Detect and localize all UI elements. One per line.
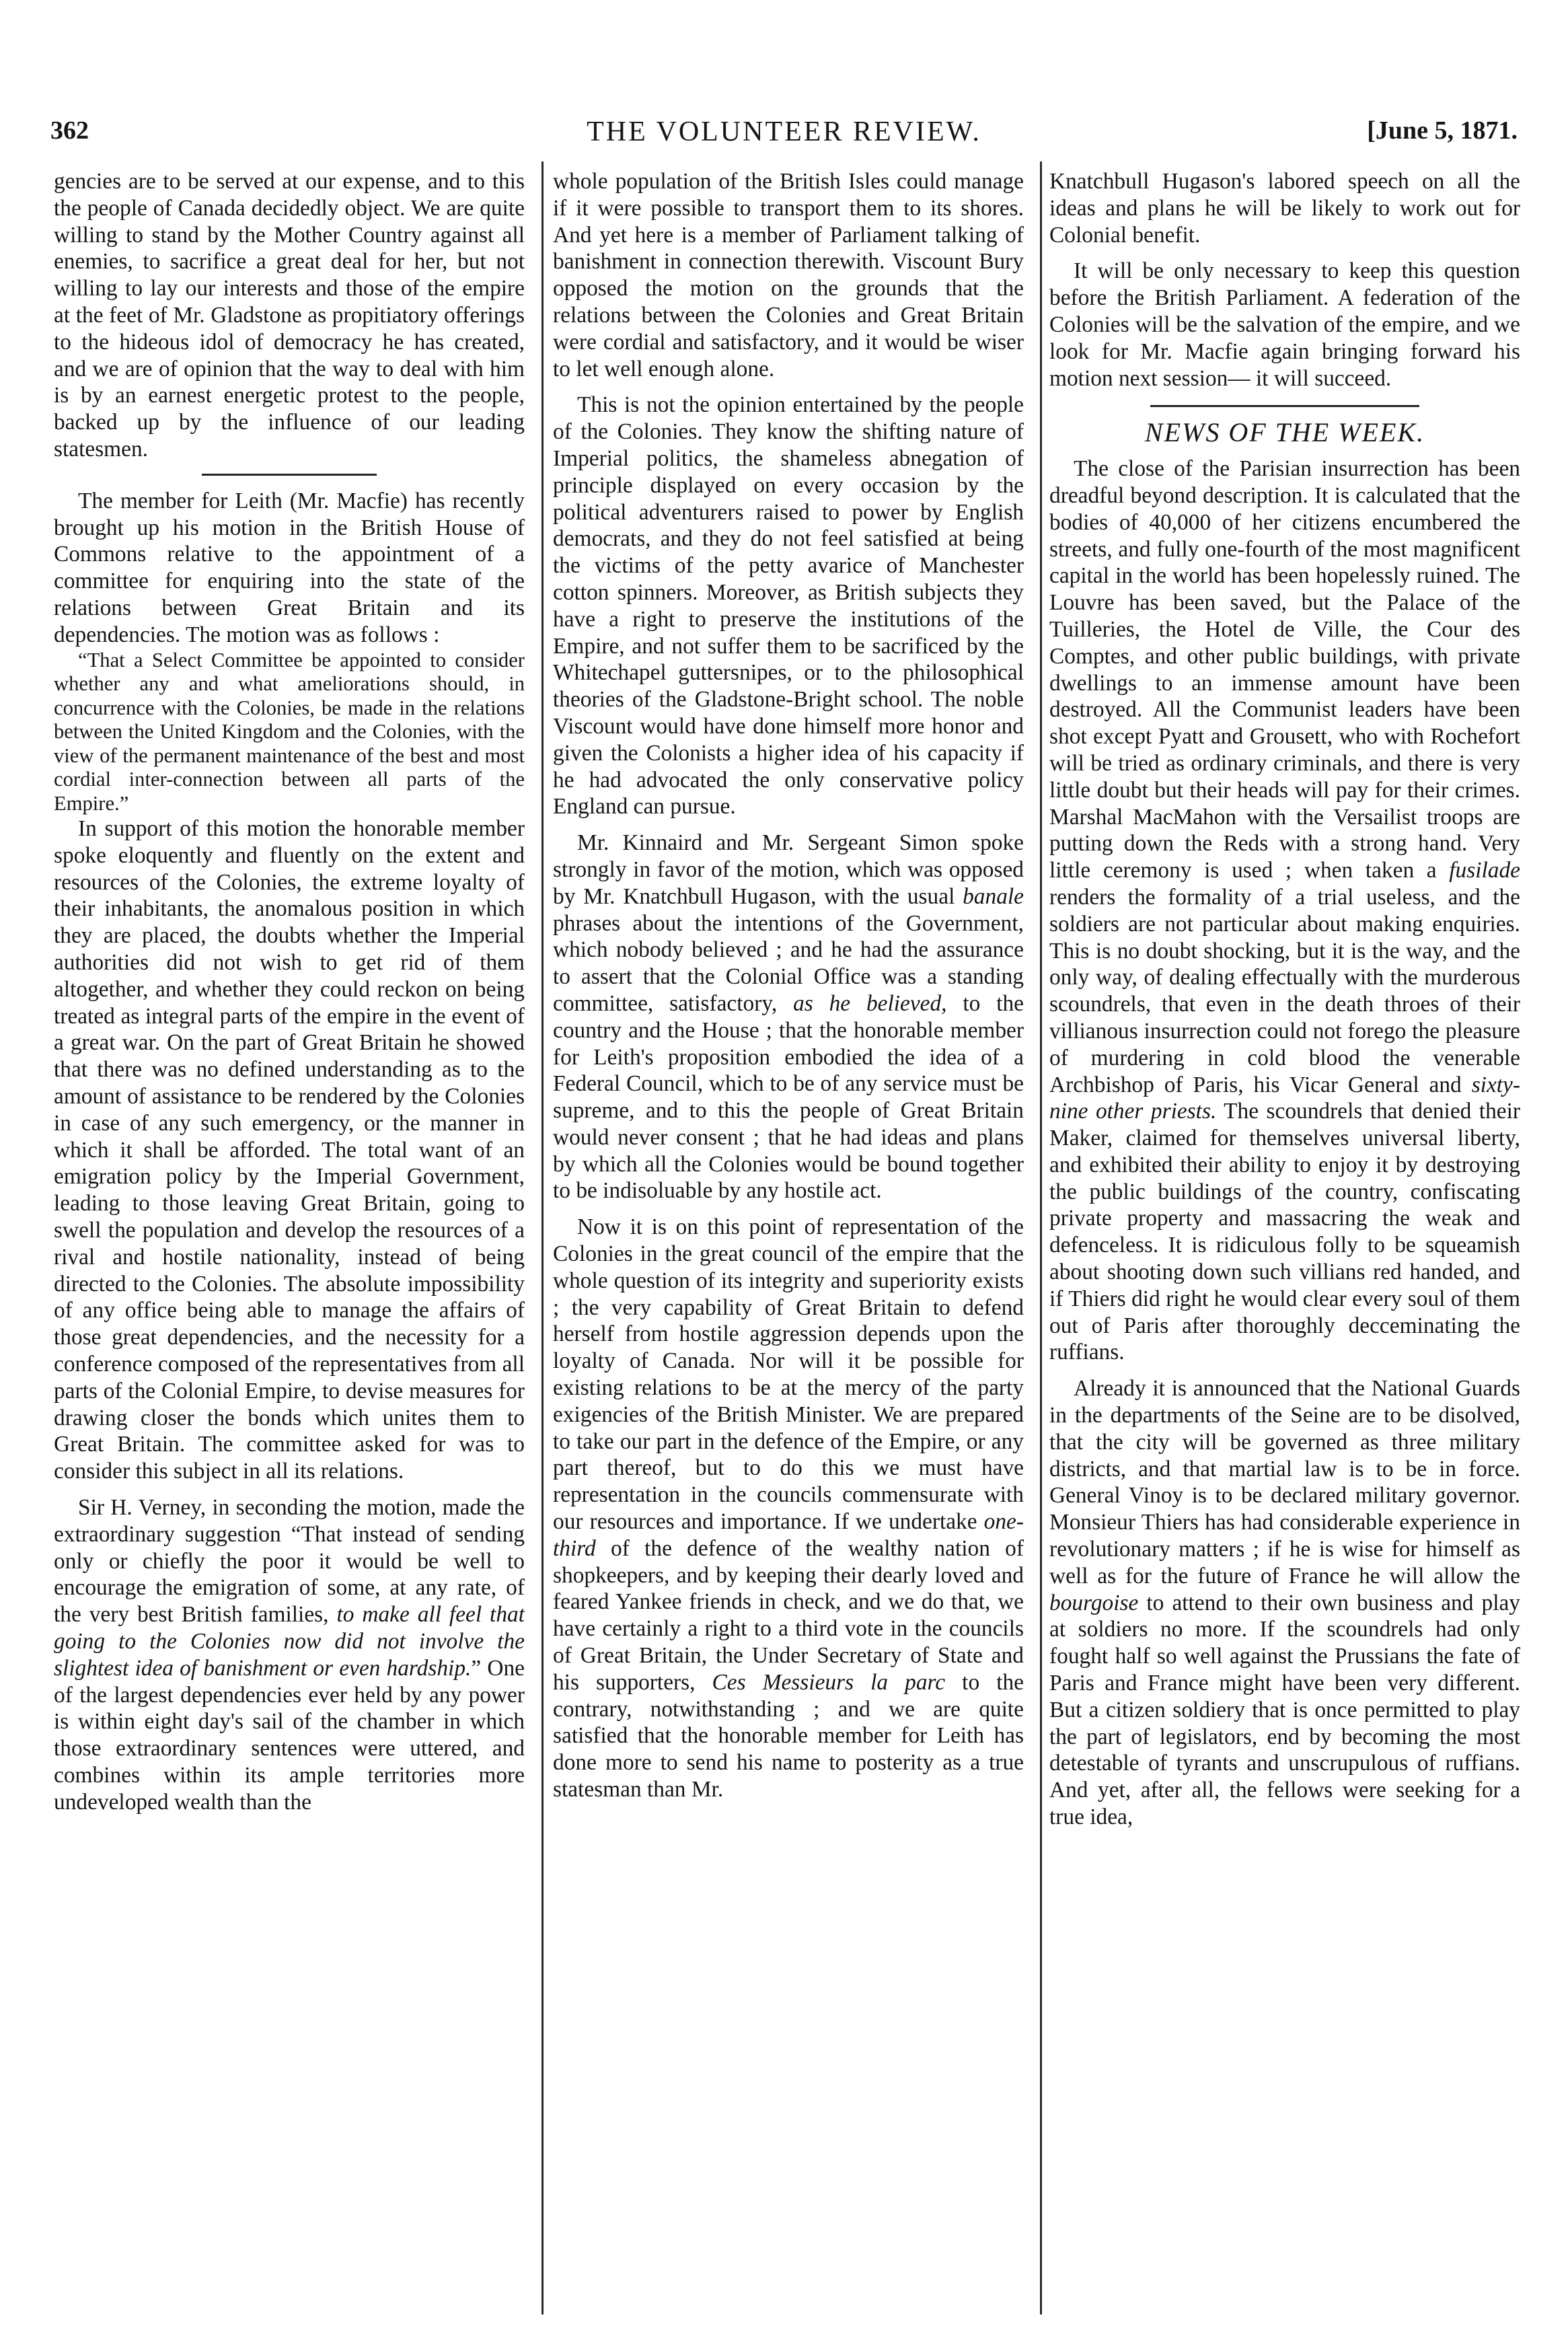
paragraph: Knatchbull Hugason's labored speech on all the ideas and plans he will be likely to work out for Colonial benefit. — [1049, 169, 1520, 248]
paragraph: Mr. Kinnaird and Mr. Sergeant Simon spoke strongly in favor of the motion, which was opposed by Mr. Knatchbull Hugason, with the usual banale phrases about the intentions of the Government, which nobody believed ; and he had the assurance to assert that the Colonial Office was a standing committee, satisfactory, as he believed, to the country and the House ; that the honorable member for Leith's proposition embodied the idea of a Federal Council, which to be of any service must be supreme, and to this the people of Great Britain would never consent ; that he had ideas and plans by which all the Colonies would be bound together to be indisoluable by any hostile act. — [553, 830, 1024, 1204]
motion-quote: “That a Select Committee be appointed to consider whether any and what ameliorations should, in concurrence with the Colonies, be made in the relations between the United Kingdom and the Colonies, with the view of the permanent maintenance of the best and most cordial inter-connection between all parts of the Empire.” — [54, 648, 525, 815]
page-header — [40, 116, 1528, 157]
emphasis: Ces Messieurs la parc — [712, 1669, 946, 1695]
paragraph: In support of this motion the honorable member spoke eloquently and fluently on the extent and resources of the Colonies, the extreme loyalty of their inhabitants, the anomalous position in which they are placed, the doubts whether the Imperial authorities did not wish to get rid of them altogether, and whether they could reckon on being treated as integral parts of the empire in the event of a great war. On the part of Great Britain he showed that there was no defined understanding as to the amount of assistance to be rendered by the Colonies in case of any such emergency, or the manner in which it shall be afforded. The total want of an emigration policy by the Imperial Government, leading to those leaving Great Britain, going to swell the population and develop the resources of a rival and hostile nationality, instead of being directed to the Colonies. The absolute impossibility of any office being able to manage the affairs of those great dependencies, and the necessity for a conference composed of the representatives from all parts of the Colonial Empire, to devise measures for drawing closer the bonds which unites them to Great Britain. The committee asked for was to consider this subject in all its relations. — [54, 816, 525, 1484]
paragraph: The close of the Parisian insurrection has been dreadful beyond description. It is calculated that the bodies of 40,000 of her citizens encumbered the streets, and fully one-fourth of the most magnificent capital in the world has been hopelessly ruined. The Louvre has been saved, but the Palace of the Tuilleries, the Hotel de Ville, the Cour des Comptes, and other public buildings, with private dwellings to an immense amount have been destroyed. All the Communist leaders have been shot except Pyatt and Grousett, who with Rochefort will be tried as ordinary criminals, and there is very little doubt but their heads will pay for their crimes. Marshal MacMahon with the Versailist troops are putting down the Reds with a strong hand. Very little ceremony is used ; when taken a fusilade renders the formality of a trial useless, and the soldiers are not particular about making enquiries. This is no doubt shocking, but it is the way, and the only way, of dealing effectually with the murderous scoundrels, that even in the death throes of their villianous insurrection could not forego the pleasure of murdering in cold blood the venerable Archbishop of Paris, his Vicar General and sixty-nine other priests. The scoundrels that denied their Maker, claimed for themselves universal liberty, and exhibited their ability to enjoy it by destroying the public buildings of the country, confiscating private property and massacring the weak and defenceless. It is ridiculous folly to be squeamish about shooting down such villians red handed, and if Thiers did right he would clear every soul of them out of Paris after thoroughly decceminating the ruffians. — [1049, 456, 1520, 1365]
paragraph: Sir H. Verney, in seconding the motion, made the extraordinary suggestion “That instead of sending only or chiefly the poor it would be well to encourage the emigration of some, at any rate, of the very best British families, to make all feel that going to the Colonies now did not involve the slightest idea of banishment or even hardship.” One of the largest dependencies ever held by any power is within eight day's sail of the chamber in which those extraordinary sentences were uttered, and combines within its ample territories more undeveloped wealth than the — [54, 1494, 525, 1815]
emphasis: bourgoise — [1049, 1590, 1139, 1615]
issue-date: [June 5, 1871. — [1367, 116, 1518, 145]
emphasis: one-third — [553, 1509, 1024, 1561]
column-3 — [1049, 168, 1520, 2315]
paragraph: Now it is on this point of representation of the Colonies in the great council of the empire that the whole question of its integrity and superiority exists ; the very capability of Great Britain to defend herself from hostile aggression depends upon the loyalty of Canada. Nor will it be possible for existing relations to be at the mercy of the party exigencies of the British Minister. We are prepared to take our part in the defence of the Empire, or any part thereof, but to do this we must have representation in the councils commensurate with our resources and importance. If we undertake one-third of the defence of the wealthy nation of shopkeepers, and by keeping their dearly loved and feared Yankee friends in check, and we do that, we have certainly a right to a third vote in the councils of Great Britain, the Under Secretary of State and his supporters, Ces Messieurs la parc to the contrary, notwithstanding ; and we are quite satisfied that the honorable member for Leith has done more to send his name to posterity as a true statesman than Mr. — [553, 1214, 1024, 1802]
column-divider — [542, 161, 544, 2315]
paragraph: This is not the opinion entertained by the people of the Colonies. They know the shifting nature of Imperial politics, the shameless abnegation of principle displayed on every occasion by the political adventurers raised to power by English democrats, and they do not feel satisfied at being the victims of the petty avarice of Manchester cotton spinners. Moreover, as British subjects they have a right to preserve the institutions of the Empire, and not suffer them to be sacrificed by the Whitechapel guttersnipes, or to the philosophical theories of the Gladstone-Bright school. The noble Viscount would have done himself more honor and given the Colonists a higher idea of his capacity if he had advocated the only conservative policy England can pursue. — [553, 392, 1024, 819]
separator-rule — [202, 474, 377, 476]
paragraph: whole population of the British Isles could manage if it were possible to transport them to its shores. And yet here is a member of Parliament talking of banishment in connection therewith. Viscount Bury opposed the motion on the grounds that the relations between the Colonies and Great Britain were cordial and satisfactory, and it would be wiser to let well enough alone. — [553, 169, 1024, 381]
paragraph: gencies are to be served at our expense, and to this the people of Canada decidedly object. We are quite willing to stand by the Mother Country against all enemies, to sacrifice a great deal for her, but not willing to lay our interests and those of the empire at the feet of Mr. Gladstone as propitiatory offerings to the hideous idol of democracy he has created, and we are of opinion that the way to deal with him is by an earnest energetic protest to the people, backed up by the influence of our leading statesmen. — [54, 169, 525, 462]
column-1 — [54, 168, 525, 2315]
emphasis: as he believed, — [793, 990, 947, 1016]
separator-rule — [1150, 405, 1419, 407]
section-heading: NEWS OF THE WEEK. — [1144, 417, 1425, 448]
page-number: 362 — [50, 116, 89, 145]
masthead-title: THE VOLUNTEER REVIEW. — [587, 116, 981, 147]
emphasis: fusilade — [1449, 858, 1520, 883]
article-columns — [40, 168, 1528, 2315]
paragraph: It will be only necessary to keep this question before the British Parliament. A federation of the Colonies will be the salvation of the empire, and we look for Mr. Macfie again bringing forward his motion next session— it will succeed. — [1049, 258, 1520, 391]
column-divider — [1040, 161, 1042, 2315]
paragraph: Already it is announced that the National Guards in the departments of the Seine are to be disolved, that the city will be governed as three military districts, and that martial law is to be in force. General Vinoy is to be declared military governor. Monsieur Thiers has had considerable experience in revolutionary matters ; if he is wise for himself as well as for the future of France he will allow the bourgoise to attend to their own business and play at soldiers no more. If the scoundrels had only fought half so well against the Prussians the fate of Paris and France might have been very different. But a citizen soldiery that is once permitted to play the part of legislators, end by becoming the most detestable of tyrants and unscrupulous of ruffians. And yet, after all, the fellows were seeking for a true idea, — [1049, 1376, 1520, 1830]
emphasis: banale — [963, 883, 1024, 909]
column-2 — [553, 168, 1024, 2315]
paragraph: The member for Leith (Mr. Macfie) has recently brought up his motion in the British House of Commons relative to the appointment of a committee for enquiring into the state of the relations between Great Britain and its dependencies. The motion was as follows : — [54, 488, 525, 647]
emphasis: to make all feel that going to the Colonies now did not involve the slightest idea of banishment or even hardship. — [54, 1602, 525, 1681]
emphasis: sixty-nine other priests. — [1049, 1072, 1520, 1124]
